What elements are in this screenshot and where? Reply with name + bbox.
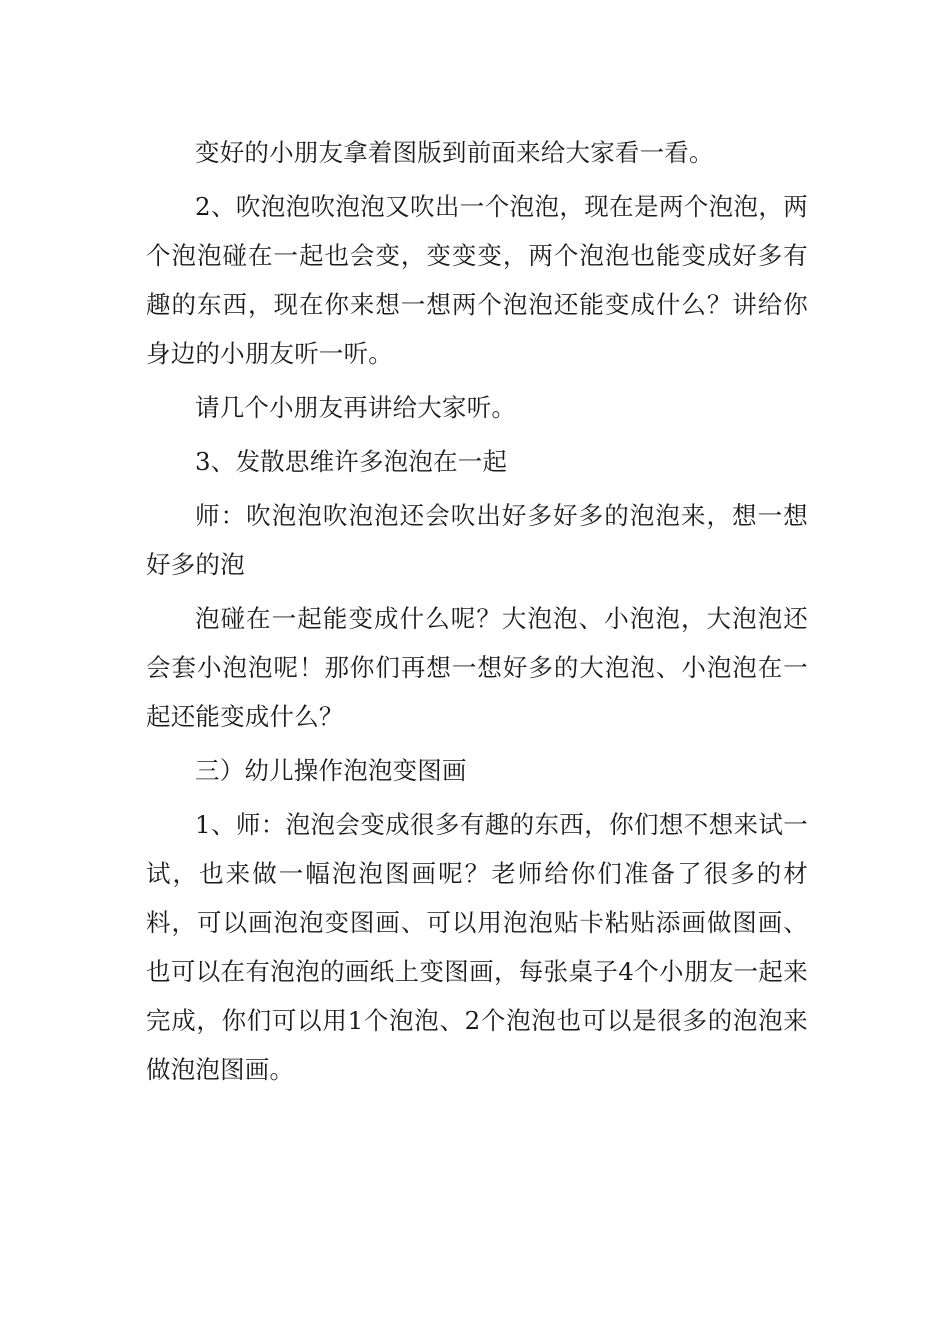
paragraph-step-3-heading: 3、发散思维许多泡泡在一起	[195, 447, 508, 476]
paragraph-bubbles-collide: 泡碰在一起能变成什么呢？大泡泡、小泡泡，大泡泡还会套小泡泡呢！那你们再想一想好多的大泡泡、小泡泡在一起还能变成什么？	[146, 604, 808, 731]
paragraph-retell: 请几个小朋友再讲给大家听。	[195, 393, 517, 422]
paragraph-teacher-prompt: 师：吹泡泡吹泡泡还会吹出好多好多的泡泡来，想一想好多的泡	[146, 501, 808, 579]
paragraph-intro: 变好的小朋友拿着图版到前面来给大家看一看。	[195, 138, 714, 167]
paragraph-activity-1: 1、师：泡泡会变成很多有趣的东西，你们想不想来试一试，也来做一幅泡泡图画呢？老师给你们准备了很多的材料，可以画泡泡变图画、可以用泡泡贴卡粘贴添画做图画、也可以在有泡泡的画纸上变图画，每张桌子4个小朋友一起来完成，你们可以用1个泡泡、2个泡泡也可以是很多的泡泡来做泡泡图画。	[146, 810, 808, 1084]
document-body	[146, 128, 808, 1099]
paragraph-step-2: 2、吹泡泡吹泡泡又吹出一个泡泡，现在是两个泡泡，两个泡泡碰在一起也会变，变变变，两个泡泡也能变成好多有趣的东西，现在你来想一想两个泡泡还能变成什么？讲给你身边的小朋友听一听。	[146, 192, 808, 368]
paragraph-section-3-heading: 三）幼儿操作泡泡变图画	[195, 756, 467, 785]
